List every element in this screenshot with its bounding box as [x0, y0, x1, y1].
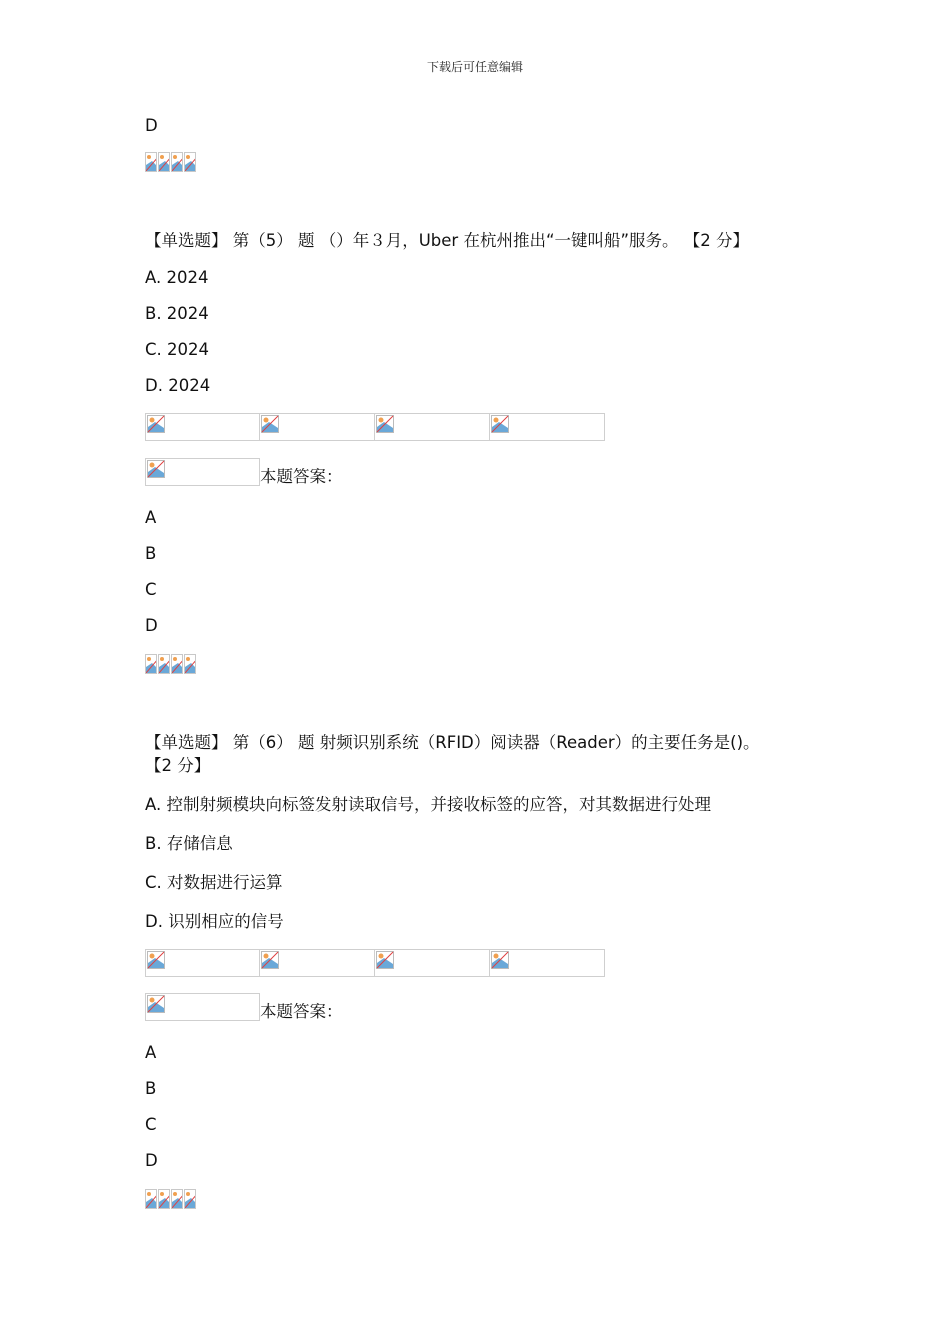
broken-image-icon — [147, 995, 165, 1013]
broken-image-icon — [145, 152, 157, 172]
q5-answer-b: B — [145, 544, 157, 563]
q6-answer-c: C — [145, 1115, 157, 1134]
q6-option-image — [260, 949, 375, 977]
prev-icon-row — [145, 152, 197, 172]
q5-option-a: A. 2024 — [145, 268, 209, 287]
broken-image-icon — [491, 951, 509, 969]
q6-option-image — [375, 949, 490, 977]
broken-image-icon — [171, 654, 183, 674]
q6-option-b: B. 存储信息 — [145, 834, 233, 853]
question-6-score: 【2 分】 — [145, 756, 211, 775]
page-header: 下载后可任意编辑 — [426, 60, 523, 74]
q5-option-image — [490, 413, 605, 441]
broken-image-icon — [158, 152, 170, 172]
question-6-title — [145, 731, 815, 777]
broken-image-icon — [261, 415, 279, 433]
q6-option-a: A. 控制射频模块向标签发射读取信号，并接收标签的应答，对其数据进行处理 — [145, 795, 711, 814]
broken-image-icon — [376, 951, 394, 969]
broken-image-icon — [147, 415, 165, 433]
q6-option-d: D. 识别相应的信号 — [145, 912, 284, 931]
broken-image-icon — [147, 951, 165, 969]
q5-answer-d: D — [145, 616, 158, 635]
q5-answer-c: C — [145, 580, 157, 599]
q6-answer-row — [145, 993, 343, 1021]
q6-icon-row — [145, 1189, 197, 1209]
q6-answer-a: A — [145, 1043, 157, 1062]
broken-image-icon — [158, 1189, 170, 1209]
q6-option-c: C. 对数据进行运算 — [145, 873, 283, 892]
broken-image-icon — [158, 654, 170, 674]
q6-option-image — [490, 949, 605, 977]
broken-image-icon — [261, 951, 279, 969]
q5-answer-a: A — [145, 508, 157, 527]
question-6-title-line1: 【单选题】 第（6） 题 射频识别系统（RFID）阅读器（Reader）的主要任务是()。 — [145, 733, 760, 752]
q5-answer-image — [145, 458, 260, 486]
broken-image-icon — [171, 1189, 183, 1209]
question-5-title: 【单选题】 第（5） 题 （）年３月，Uber 在杭州推出“一键叫船”服务。 【2 分】 — [145, 231, 750, 250]
broken-image-icon — [184, 152, 196, 172]
q6-option-image — [145, 949, 260, 977]
q6-answer-image — [145, 993, 260, 1021]
q5-option-d: D. 2024 — [145, 376, 211, 395]
broken-image-icon — [147, 460, 165, 478]
q5-option-b: B. 2024 — [145, 304, 209, 323]
q5-answer-row — [145, 458, 343, 486]
broken-image-icon — [184, 1189, 196, 1209]
q5-option-image — [260, 413, 375, 441]
q5-option-image — [145, 413, 260, 441]
broken-image-icon — [171, 152, 183, 172]
broken-image-icon — [145, 654, 157, 674]
broken-image-icon — [145, 1189, 157, 1209]
q5-option-image — [375, 413, 490, 441]
q6-answer-d: D — [145, 1151, 158, 1170]
q5-icon-row — [145, 654, 197, 674]
q6-answer-label: 本题答案： — [260, 1002, 343, 1021]
broken-image-icon — [376, 415, 394, 433]
q6-answer-b: B — [145, 1079, 157, 1098]
prev-answer-d: D — [145, 116, 158, 135]
q5-option-c: C. 2024 — [145, 340, 210, 359]
q5-option-image-row — [145, 413, 605, 441]
broken-image-icon — [491, 415, 509, 433]
broken-image-icon — [184, 654, 196, 674]
q5-answer-label: 本题答案： — [260, 467, 343, 486]
q6-option-image-row — [145, 949, 605, 977]
